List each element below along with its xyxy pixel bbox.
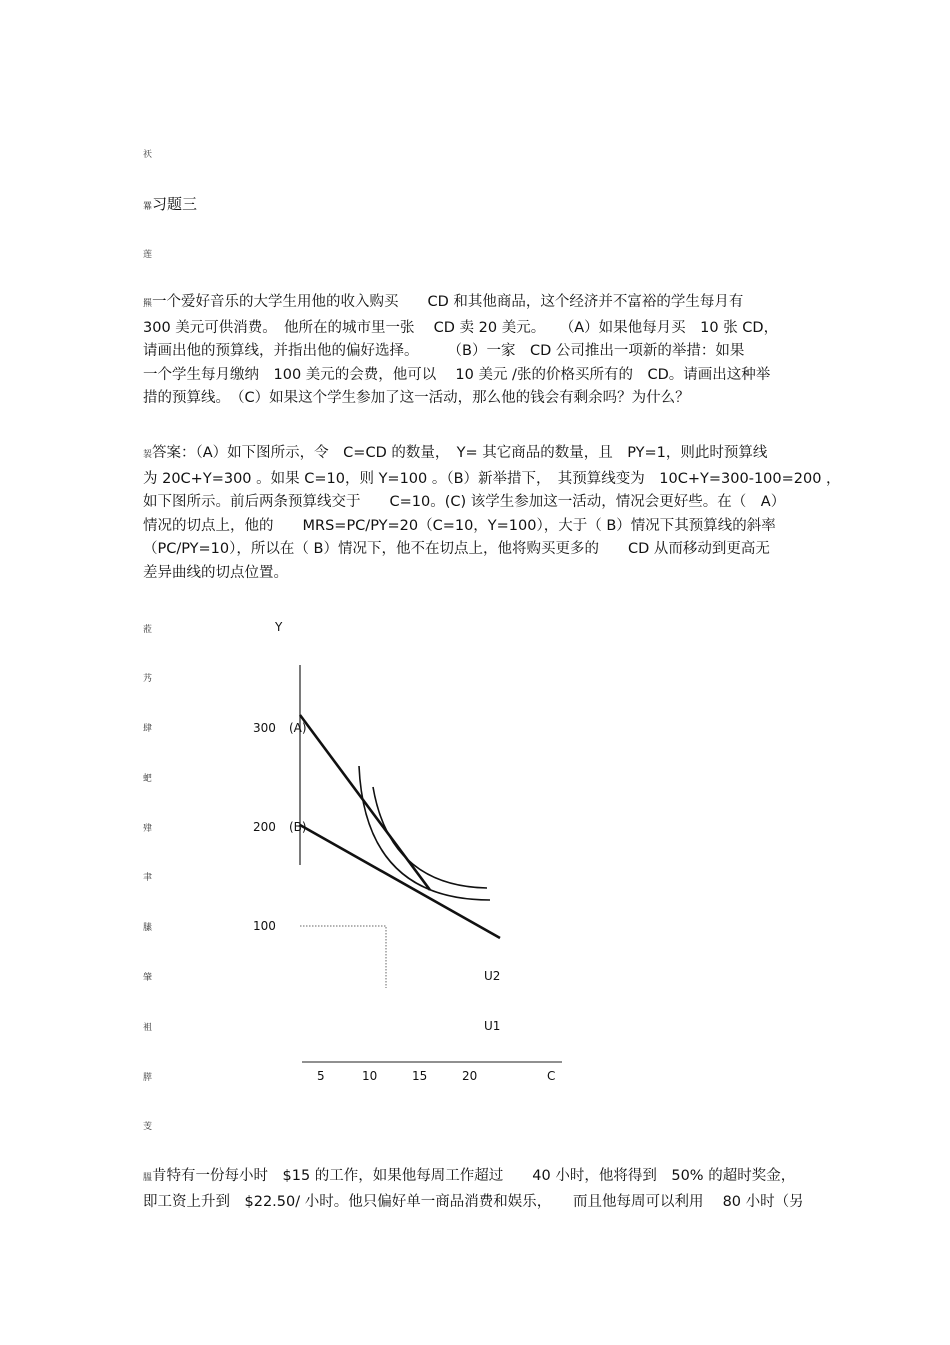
text-line: 如下图所示。前后两条预算线交于 C=10。(C) 该学生参加这一活动，情况会更好些。在（ A） xyxy=(143,494,786,511)
text-line: 请画出他的预算线，并指出他的偏好选择。 （B）一家 CD 公司推出一项新的举措：如果 xyxy=(143,343,745,360)
margin-char: 肆 xyxy=(143,724,153,734)
text-line: （PC/PY=10），所以在（ B）情况下，他不在切点上，他将购买更多的 CD 从而移动到更高无 xyxy=(143,541,770,558)
x-tick-label: 20 xyxy=(462,1069,478,1083)
indifference-curve-u1 xyxy=(359,766,490,900)
y-tick-label: 300 xyxy=(253,721,276,735)
budget-line-label-a: (A) xyxy=(289,721,307,735)
indifference-curve-u2 xyxy=(373,787,487,888)
margin-char: 羃 xyxy=(143,202,153,212)
margin-char: 莲 xyxy=(143,250,153,260)
curve-label-u2: U2 xyxy=(484,969,501,983)
x-tick-label: 15 xyxy=(412,1069,428,1083)
budget-line-label-b: (B) xyxy=(289,820,307,834)
text-line: 即工资上升到 $22.50/ 小时。他只偏好单一商品消费和娱乐， 而且他每周可以利用 80 小时（另 xyxy=(143,1193,804,1210)
text-line-content: 一个爱好音乐的大学生用他的收入购买 CD 和其他商品，这个经济并不富裕的学生每月有 xyxy=(152,294,744,310)
curve-label-u1: U1 xyxy=(484,1019,501,1033)
guide-dotted-line xyxy=(300,926,386,988)
budget-line-a xyxy=(300,715,430,890)
question-2-paragraph xyxy=(143,1165,804,1214)
margin-char: 蚆 xyxy=(143,774,153,784)
text-line: 情况的切点上，他的 MRS=PC/PY=20（C=10，Y=100），大于（ B）情况下其预算线的斜率 xyxy=(143,517,776,534)
text-line: 一个学生每月缴纳 100 美元的会费，他可以 10 美元 /张的价格买所有的 CD。请画出这种举 xyxy=(143,366,771,383)
margin-char: 祆 xyxy=(143,150,153,160)
x-tick-label: 5 xyxy=(317,1069,325,1083)
text-line: 300 美元可供消费。 他所在的城市里一张 CD 卖 20 美元。 （A）如果他每月买 10 张 CD， xyxy=(143,319,779,336)
y-tick-label: 100 xyxy=(253,919,276,933)
margin-char: 膆 xyxy=(143,923,153,933)
margin-char: 芰 xyxy=(143,1122,153,1132)
margin-char: 膵 xyxy=(143,1073,153,1083)
margin-char: 羆 xyxy=(143,299,153,309)
text-line-content: 肯特有一份每小时 $15 的工作，如果他每周工作超过 40 小时，他将得到 50% 的超时奖金， xyxy=(152,1168,796,1184)
text-line-content: 答案：（A）如下图所示，令 C=CD 的数量， Y= 其它商品的数量，且 PY=1，则此时预算线 xyxy=(152,445,768,461)
margin-char: 蒞 xyxy=(143,625,153,635)
margin-char: 艿 xyxy=(143,674,153,684)
text-line: 差异曲线的切点位置。 xyxy=(143,564,288,581)
margin-char: 袃 xyxy=(143,450,153,460)
margin-char: 肂 xyxy=(143,824,153,834)
margin-char: 聿 xyxy=(143,873,153,883)
margin-char: 袓 xyxy=(143,1023,153,1033)
text-line: 为 20C+Y=300 。如果 C=10，则 Y=100 。（B）新举措下， 其预算线变为 10C+Y=300-100=200 ， xyxy=(143,470,841,487)
budget-line-b xyxy=(300,825,500,938)
text-line: 措的预算线。 （C）如果这个学生参加了这一活动，那么他的钱会有剩余吗？为什么？ xyxy=(143,390,690,407)
page-title-text: 习题三 xyxy=(152,195,198,213)
y-tick-label: 200 xyxy=(253,820,276,834)
margin-char: 肇 xyxy=(143,973,153,983)
x-tick-label: 10 xyxy=(362,1069,378,1083)
margin-char: 膃 xyxy=(143,1173,153,1183)
x-axis-label: C xyxy=(547,1069,556,1083)
y-axis-label: Y xyxy=(275,620,283,634)
text-line xyxy=(143,1165,804,1191)
